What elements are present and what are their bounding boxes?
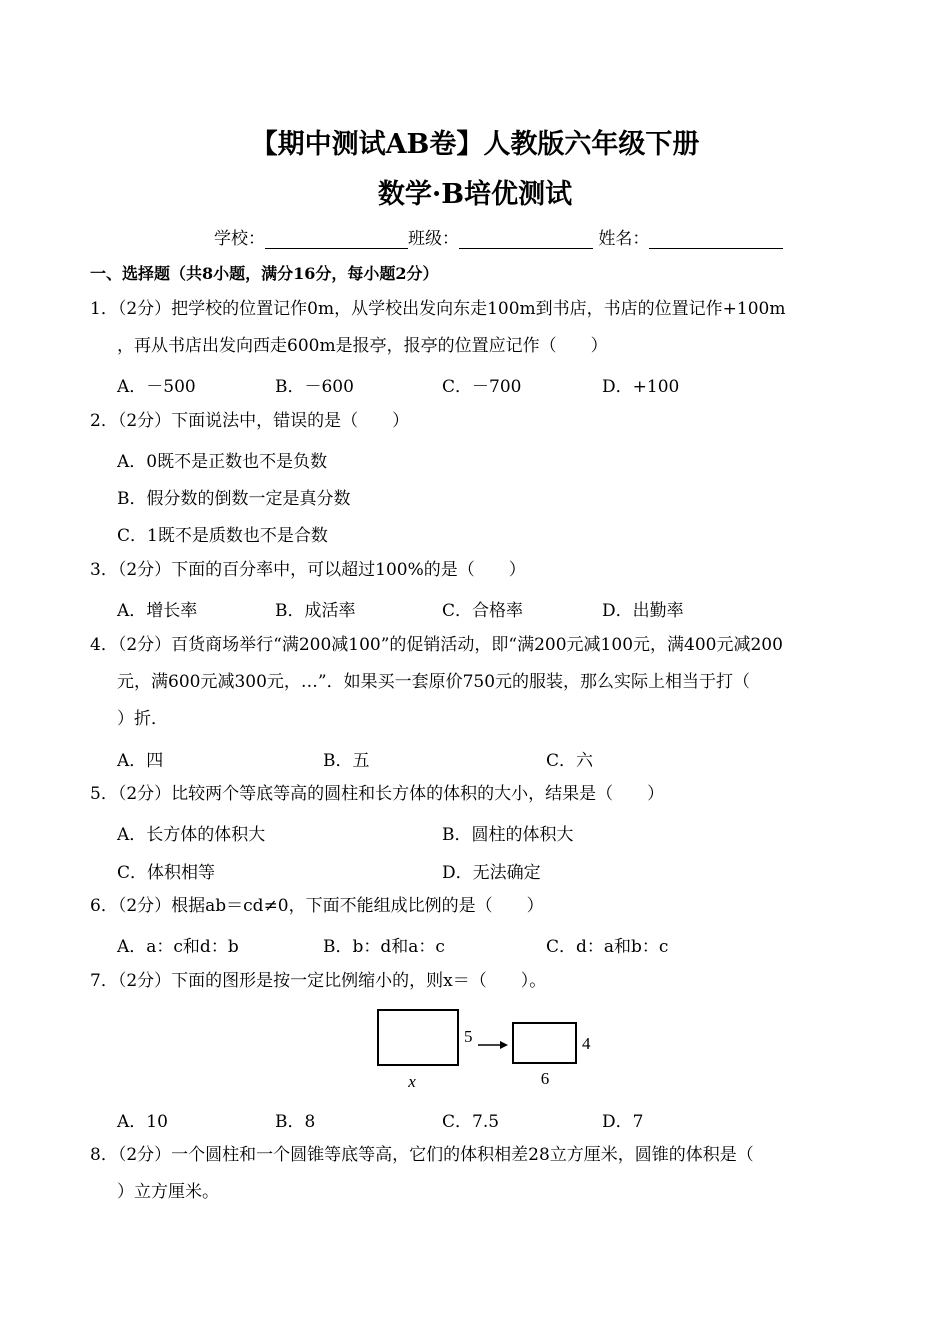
question-number: 3．: [90, 560, 118, 580]
option-c: C．六: [546, 751, 594, 771]
arrow-icon: [500, 1041, 508, 1049]
question-1: [90, 298, 785, 320]
school-label: 学校：: [214, 229, 265, 249]
option-c: C．d：a和b：c: [546, 937, 669, 957]
question-3: [90, 559, 526, 581]
question-8: [90, 1144, 754, 1166]
question-number: 5．: [90, 784, 118, 804]
question-text: （2分）比较两个等底等高的圆柱和长方体的体积的大小，结果是（ ）: [117, 784, 665, 804]
question-number: 8．: [90, 1145, 118, 1165]
question-2: [90, 410, 409, 432]
question-4: [90, 634, 783, 656]
question-6: [90, 895, 544, 917]
question-7: [90, 970, 546, 992]
section-heading: 一、选择题（共8小题，满分16分，每小题2分）: [90, 264, 439, 283]
large-width-label: x: [408, 1072, 416, 1091]
class-label: 班级：: [408, 229, 459, 249]
question-5: [90, 783, 664, 805]
question-8-cont: ）立方厘米。: [117, 1182, 219, 1202]
small-height-label: 4: [582, 1034, 591, 1053]
option-b: B．假分数的倒数一定是真分数: [117, 489, 351, 509]
option-a: A．四: [117, 751, 164, 771]
option-b: B．圆柱的体积大: [442, 825, 574, 845]
question-text: （2分）下面的图形是按一定比例缩小的，则x＝（ ）。: [117, 971, 547, 991]
exam-subtitle: 数学·B培优测试: [377, 179, 573, 210]
option-a: A．增长率: [117, 601, 198, 621]
option-c: C．合格率: [442, 601, 524, 621]
option-a: A．a：c和d：b: [117, 937, 239, 957]
option-b: B．8: [275, 1112, 316, 1132]
question-1-cont: ，再从书店出发向西走600m是报亭，报亭的位置应记作（ ）: [117, 336, 608, 356]
question-number: 1．: [90, 299, 118, 319]
question-text: （2分）根据ab＝cd≠0，下面不能组成比例的是（ ）: [117, 896, 544, 916]
option-c: C．7.5: [442, 1112, 500, 1132]
name-label: 姓名：: [598, 229, 650, 249]
question-number: 2．: [90, 411, 118, 431]
question-text: （2分）一个圆柱和一个圆锥等底等高，它们的体积相差28立方厘米，圆锥的体积是（: [117, 1145, 754, 1165]
question-text: （2分）把学校的位置记作0m，从学校出发向东走100m到书店，书店的位置记作+100m: [117, 299, 786, 319]
scale-figure: [372, 1004, 602, 1092]
question-text: （2分）百货商场举行“满200减100”的促销活动，即“满200元减100元，满400元减200: [117, 635, 783, 655]
option-c: C．－700: [442, 377, 522, 397]
option-d: D．出勤率: [602, 601, 684, 621]
question-text: （2分）下面的百分率中，可以超过100%的是（ ）: [117, 560, 526, 580]
option-d: D．+100: [602, 377, 680, 397]
name-blank: [649, 230, 783, 249]
question-number: 4．: [90, 635, 118, 655]
large-rectangle: [378, 1010, 458, 1065]
option-a: A．10: [117, 1112, 168, 1132]
question-4-cont: 元，满600元减300元，…”．如果买一套原价750元的服装，那么实际上相当于打（: [117, 672, 751, 692]
class-blank: [459, 230, 593, 249]
option-a: A．0既不是正数也不是负数: [117, 452, 328, 472]
option-b: B．成活率: [275, 601, 356, 621]
option-d: D．无法确定: [442, 863, 541, 883]
large-height-label: 5: [464, 1027, 473, 1046]
option-a: A．－500: [117, 377, 196, 397]
small-rectangle: [513, 1023, 576, 1063]
option-c: C．1既不是质数也不是合数: [117, 526, 328, 546]
option-a: A．长方体的体积大: [117, 825, 266, 845]
school-blank: [265, 230, 408, 249]
question-4-cont2: ）折．: [117, 709, 168, 729]
exam-title: 【期中测试AB卷】人教版六年级下册: [250, 129, 700, 160]
option-c: C．体积相等: [117, 863, 216, 883]
question-number: 6．: [90, 896, 118, 916]
option-b: B．五: [323, 751, 370, 771]
option-b: B．b：d和a：c: [323, 937, 445, 957]
info-line: [214, 224, 783, 249]
small-width-label: 6: [540, 1069, 550, 1088]
option-d: D．7: [602, 1112, 644, 1132]
option-b: B．－600: [275, 377, 354, 397]
question-number: 7．: [90, 971, 118, 991]
question-text: （2分）下面说法中，错误的是（ ）: [117, 411, 410, 431]
